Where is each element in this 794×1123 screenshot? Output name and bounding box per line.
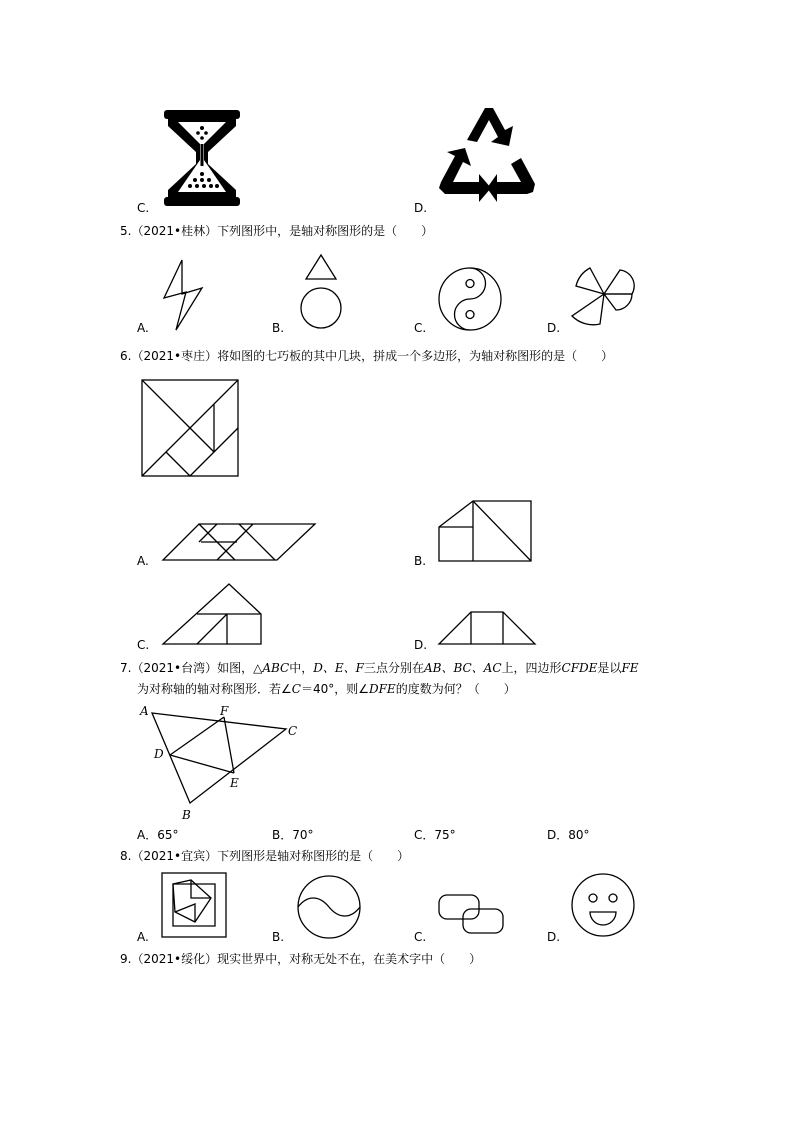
q8-option-a[interactable]: A. [137,930,149,944]
q4-recycle-figure [437,104,537,208]
q7-stem-line2 [137,681,516,697]
q5-option-a[interactable]: A. [137,321,149,335]
q7-label-c: C [288,724,298,738]
q6-text: 将如图的七巧板的其中几块，拼成一个多边形，为轴对称图形的是（ ） [217,349,614,363]
q7-text-4: 上，四边形 [501,661,562,675]
q6-option-d[interactable]: D. [414,638,428,652]
q7-text-6: 为对称轴的轴对称图形．若∠ [137,682,292,696]
q5-text: 下列图形中，是轴对称图形的是（ ） [217,224,434,238]
q8-option-b[interactable]: B. [272,930,285,944]
q7-label-a: A [140,704,149,718]
q6-option-b[interactable]: B. [414,554,427,568]
q5-number: 5. [120,224,132,238]
q8-circle-wave-figure [296,874,362,940]
q7-text-5: 是以 [597,661,622,675]
q5-source: （2021•桂林） [131,224,218,238]
q7-triangle-figure [136,703,306,821]
q5-yinyang-figure [437,266,503,332]
q4-hourglass-figure [162,108,242,208]
q7-angle-c: C [291,682,301,696]
q6-option-c-figure [161,582,263,646]
q8-option-d[interactable]: D. [547,930,561,944]
q8-source: （2021•宜宾） [131,849,218,863]
q6-option-a-figure [161,522,317,562]
q7-label-f: F [220,704,229,718]
q7-label-e: E [230,776,239,790]
q6-option-d-figure [437,610,537,646]
q8-square-figure [161,872,227,938]
q7-option-a[interactable]: A．65° [137,828,179,842]
q7-text-2: 中， [289,661,314,675]
q9-text: 现实世界中，对称无处不在，在美术字中（ ） [217,952,482,966]
q7-sides: AB、BC、AC [423,661,502,675]
q7-text-3: 三点分别在 [363,661,424,675]
q8-option-c[interactable]: C. [414,930,427,944]
q7-option-c[interactable]: C．75° [414,828,456,842]
q9-number: 9. [120,952,132,966]
q8-smiley-figure [570,872,636,938]
q5-triangle-circle-figure [296,253,346,331]
q7-stem-line1 [120,660,639,676]
q5-option-b[interactable]: B. [272,321,285,335]
q5-option-d[interactable]: D. [547,321,561,335]
q7-source: （2021•台湾） [131,661,218,675]
q8-text: 下列图形是轴对称图形的是（ ） [217,849,410,863]
q7-pts: D、E、F [313,661,364,675]
q5-pinwheel-figure [570,264,636,326]
q6-option-c[interactable]: C. [137,638,150,652]
q6-number: 6. [120,349,132,363]
q7-angle-dfe: DFE [368,682,396,696]
q7-number: 7. [120,661,132,675]
q7-quad: CFDE [561,661,598,675]
q7-option-b[interactable]: B．70° [272,828,314,842]
q9-source: （2021•绥化） [131,952,218,966]
q6-option-a[interactable]: A. [137,554,149,568]
q7-tri: ABC [262,661,290,675]
q6-stem [120,348,613,364]
q7-label-d: D [154,747,164,761]
q7-label-b: B [182,808,191,822]
q7-text-1: 如图，△ [217,661,263,675]
q4-option-c[interactable]: C. [137,201,150,215]
q7-axis: FE [621,661,639,675]
q5-option-c[interactable]: C. [414,321,427,335]
q7-text-7: ＝40°，则∠ [300,682,369,696]
q6-option-b-figure [437,499,533,563]
q7-text-8: 的度数为何？（ ） [395,682,516,696]
q6-tangram-figure [141,379,239,477]
q4-option-d[interactable]: D. [414,201,428,215]
q6-source: （2021•枣庄） [131,349,218,363]
q8-stem [120,848,409,864]
q8-number: 8. [120,849,132,863]
q5-stem [120,223,433,239]
q9-stem [120,951,481,967]
q7-option-d[interactable]: D．80° [547,828,590,842]
q5-lightning-figure [160,258,210,332]
q8-chain-links-figure [437,893,505,935]
